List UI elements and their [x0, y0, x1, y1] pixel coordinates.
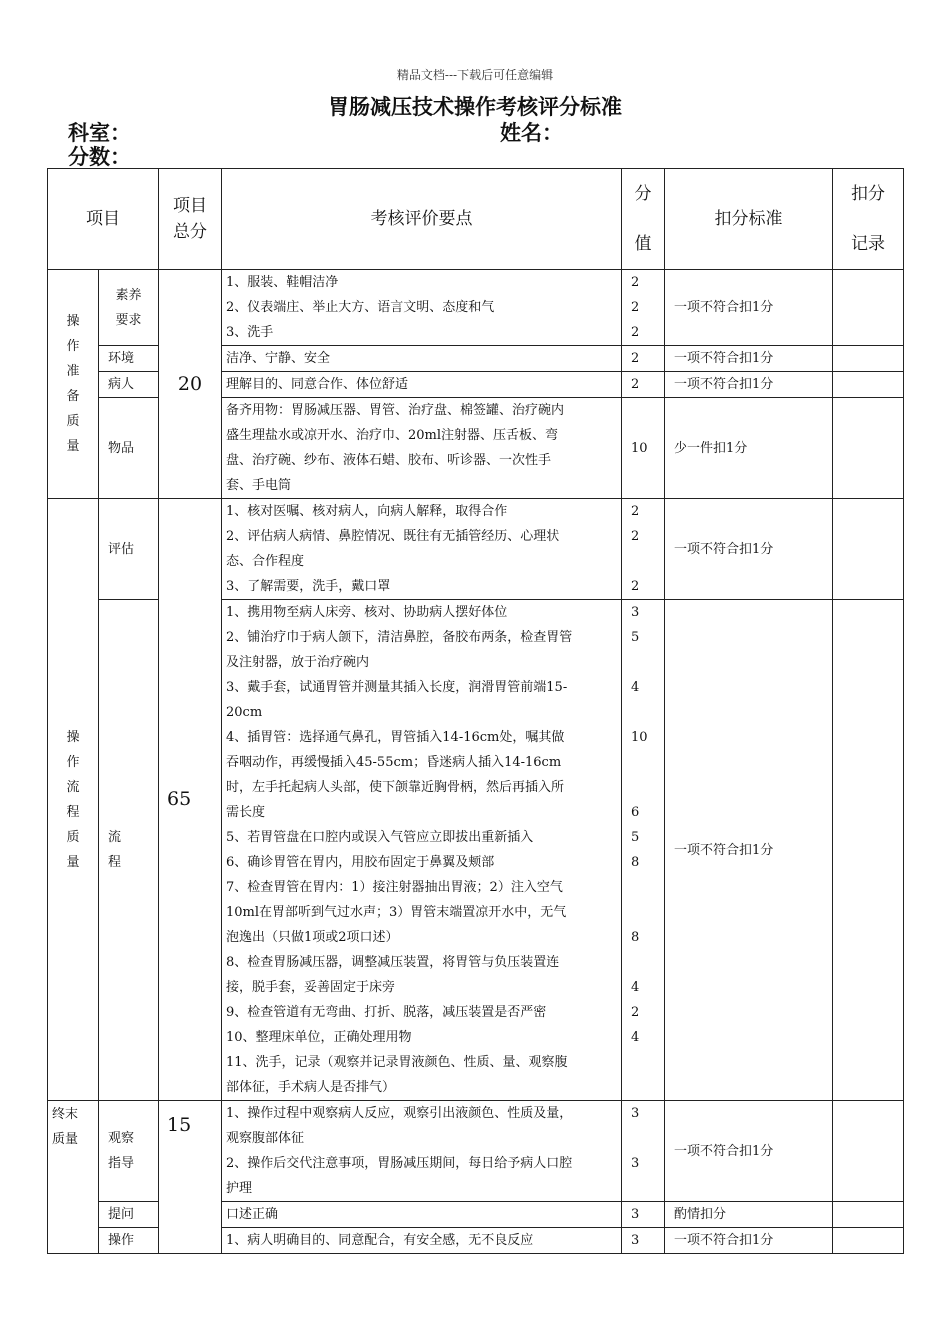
deduct-record-cell[interactable] — [833, 600, 904, 1101]
score-values: 3 — [622, 1228, 665, 1254]
section-process-total: 65 — [159, 499, 222, 1101]
deduct-record-cell[interactable] — [833, 499, 904, 600]
sub-item-name: 物品 — [99, 398, 159, 499]
sub-item-name: 操作 — [99, 1228, 159, 1254]
sub-item-name: 评估 — [99, 499, 159, 600]
sub-item-name: 素养 要求 — [99, 270, 159, 346]
deduct-record-cell[interactable] — [833, 1202, 904, 1228]
evaluation-points: 1、病人明确目的、同意配合，有安全感，无不良反应 — [222, 1228, 622, 1254]
deduct-record-cell[interactable] — [833, 1101, 904, 1202]
header-points: 考核评价要点 — [222, 169, 622, 270]
deduct-standard: 一项不符合扣1分 — [665, 1228, 833, 1254]
deduct-record-cell[interactable] — [833, 270, 904, 346]
sub-item-name: 提问 — [99, 1202, 159, 1228]
score-label: 分数： — [68, 145, 131, 169]
header-score: 分 值 — [622, 169, 665, 270]
section-final-name: 终末 质量 — [48, 1101, 99, 1254]
watermark-text: 精品文档---下载后可任意编辑 — [396, 68, 554, 82]
deduct-record-cell[interactable] — [833, 1228, 904, 1254]
evaluation-points: 备齐用物：胃肠减压器、胃管、治疗盘、棉签罐、治疗碗内 盛生理盐水或凉开水、治疗巾、20ml注射器、压舌板、弯 盘、治疗碗、纱布、液体石蜡、胶布、听诊器、一次性手 套、手电筒 — [222, 398, 622, 499]
deduct-standard: 一项不符合扣1分 — [665, 600, 833, 1101]
deduct-standard: 一项不符合扣1分 — [665, 372, 833, 398]
section-process-name: 操 作 流 程 质 量 — [48, 499, 99, 1101]
deduct-standard: 一项不符合扣1分 — [665, 499, 833, 600]
score-values: 2 — [622, 372, 665, 398]
scoring-table — [47, 168, 904, 1254]
evaluation-points: 洁净、宁静、安全 — [222, 346, 622, 372]
department-label: 科室： — [68, 121, 131, 145]
evaluation-points: 1、操作过程中观察病人反应，观察引出液颜色、性质及量， 观察腹部体征 2、操作后交代注意事项，胃肠减压期间，每日给予病人口腔 护理 — [222, 1101, 622, 1202]
header-total: 项目 总分 — [159, 169, 222, 270]
header-deduct-record: 扣分 记录 — [833, 169, 904, 270]
deduct-standard: 一项不符合扣1分 — [665, 346, 833, 372]
deduct-standard: 少一件扣1分 — [665, 398, 833, 499]
deduct-record-cell[interactable] — [833, 398, 904, 499]
section-prep-name: 操 作 准 备 质 量 — [48, 270, 99, 499]
table-header-row — [48, 169, 904, 270]
score-values: 2 2 2 — [622, 270, 665, 346]
sub-item-name: 病人 — [99, 372, 159, 398]
table-row — [48, 1101, 904, 1202]
evaluation-points: 理解目的、同意合作、体位舒适 — [222, 372, 622, 398]
page-title: 胃肠减压技术操作考核评分标准 — [328, 95, 622, 119]
evaluation-points: 1、服装、鞋帽洁净 2、仪表端庄、举止大方、语言文明、态度和气 3、洗手 — [222, 270, 622, 346]
evaluation-points: 1、核对医嘱、核对病人，向病人解释，取得合作 2、评估病人病情、鼻腔情况、既往有无插管经历、心理状 态、合作程度 3、了解需要，洗手，戴口罩 — [222, 499, 622, 600]
name-label: 姓名： — [500, 121, 563, 145]
score-values: 3 5 4 10 6 5 8 8 4 2 4 — [622, 600, 665, 1101]
score-values: 10 — [622, 398, 665, 499]
sub-item-name: 环境 — [99, 346, 159, 372]
score-values: 3 3 — [622, 1101, 665, 1202]
section-prep-total: 20 — [159, 270, 222, 499]
table-row — [48, 270, 904, 346]
sub-item-name: 观察 指导 — [99, 1101, 159, 1202]
score-values: 3 — [622, 1202, 665, 1228]
table-row — [48, 499, 904, 600]
deduct-standard: 酌情扣分 — [665, 1202, 833, 1228]
header-deduct-standard: 扣分标准 — [665, 169, 833, 270]
evaluation-points: 1、携用物至病人床旁、核对、协助病人摆好体位 2、铺治疗巾于病人颌下，清洁鼻腔，备胶布两条，检查胃管 及注射器，放于治疗碗内 3、戴手套，试通胃管并测量其插入长度，润滑胃管前端15- 20cm 4、插胃管：选择通气鼻孔，胃管插入14-16cm处，嘱其做 吞咽动作，再缓慢插入45-55cm；昏迷病人插入14-16cm 时，左手托起病人头部，使下颌靠近胸骨柄，然后再插入所 需长度 5、若胃管盘在口腔内或误入气管应立即拔出重新插入 6、确诊胃管在胃内，用胶布固定于鼻翼及颊部 7、检查胃管在胃内：1）接注射器抽出胃液；2）注入空气 10ml在胃部听到气过水声；3）胃管末端置凉开水中，无气 泡逸出（只做1项或2项口述） 8、检查胃肠减压器，调整减压装置，将胃管与负压装置连 接，脱手套，妥善固定于床旁 9、检查管道有无弯曲、打折、脱落，减压装置是否严密 10、整理床单位，正确处理用物 11、洗手，记录（观察并记录胃液颜色、性质、量、观察腹 部体征，手术病人是否排气） — [222, 600, 622, 1101]
deduct-record-cell[interactable] — [833, 346, 904, 372]
evaluation-points: 口述正确 — [222, 1202, 622, 1228]
deduct-standard: 一项不符合扣1分 — [665, 270, 833, 346]
deduct-standard: 一项不符合扣1分 — [665, 1101, 833, 1202]
sub-item-name: 流 程 — [99, 600, 159, 1101]
score-values: 2 — [622, 346, 665, 372]
section-final-total: 15 — [159, 1101, 222, 1254]
deduct-record-cell[interactable] — [833, 372, 904, 398]
score-values: 2 2 2 — [622, 499, 665, 600]
header-item: 项目 — [48, 169, 159, 270]
